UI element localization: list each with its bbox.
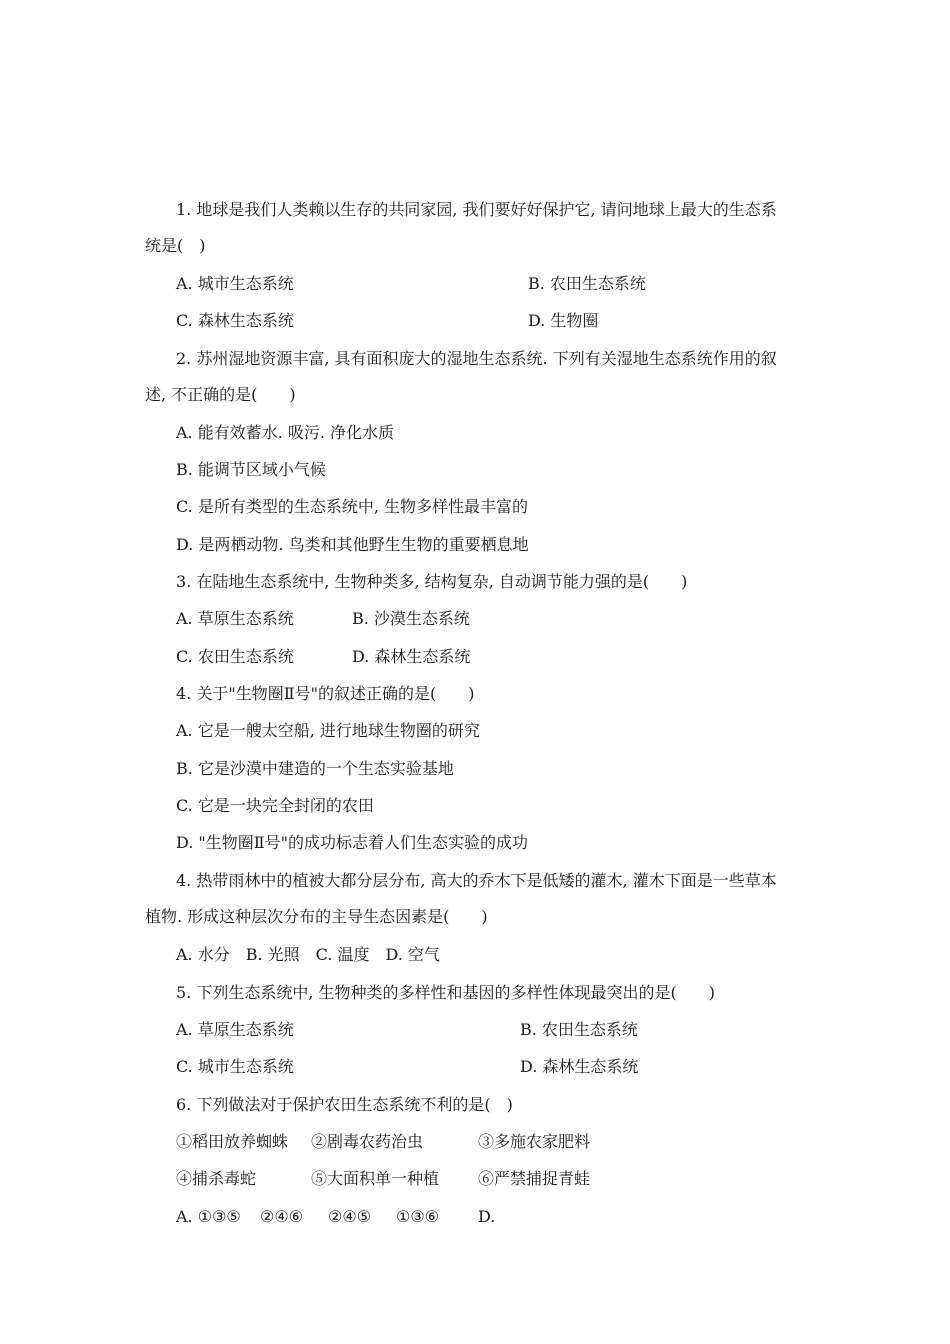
q4a-stem: 4. 关于"生物圈Ⅱ号"的叙述正确的是( ) [176, 684, 475, 703]
q2-stem-line2: 述, 不正确的是( ) [145, 385, 296, 404]
q1-option-d: D. 生物圈 [528, 311, 599, 330]
q6-item-2: ②剧毒农药治虫 [311, 1132, 424, 1151]
q6-option-a: A. ①③⑤ [176, 1207, 241, 1226]
q5-option-c: C. 城市生态系统 [176, 1057, 294, 1076]
q6-item-4: ④捕杀毒蛇 [176, 1169, 257, 1188]
q6-item-6: ⑥严禁捕捉青蛙 [478, 1169, 591, 1188]
q4a-option-d: D. "生物圈Ⅱ号"的成功标志着人们生态实验的成功 [176, 833, 529, 852]
q5-option-a: A. 草原生态系统 [176, 1020, 294, 1039]
q4a-option-c: C. 它是一块完全封闭的农田 [176, 796, 374, 815]
q1-option-a: A. 城市生态系统 [176, 274, 294, 293]
q6-item-1: ①稻田放养蜘蛛 [176, 1132, 289, 1151]
q2-stem-line1: 2. 苏州湿地资源丰富, 具有面积庞大的湿地生态系统. 下列有关湿地生态系统作用的叙 [176, 349, 777, 368]
q2-option-b: B. 能调节区域小气候 [176, 460, 326, 479]
q6-option-c: ②④⑤ [328, 1207, 372, 1226]
q3-stem: 3. 在陆地生态系统中, 生物种类多, 结构复杂, 自动调节能力强的是( ) [176, 572, 688, 591]
q1-stem-line2: 统是( ) [145, 236, 206, 255]
q1-stem-line1: 1. 地球是我们人类赖以生存的共同家园, 我们要好好保护它, 请问地球上最大的生态系 [176, 200, 777, 219]
q4b-stem-line1: 4. 热带雨林中的植被大都分层分布, 高大的乔木下是低矮的灌木, 灌木下面是一些草本 [176, 871, 777, 890]
q3-option-a: A. 草原生态系统 [176, 609, 294, 628]
q6-item-5: ⑤大面积单一种植 [311, 1169, 440, 1188]
q5-option-b: B. 农田生态系统 [520, 1020, 638, 1039]
q6-option-b: ②④⑥ [260, 1207, 304, 1226]
q1-option-b: B. 农田生态系统 [528, 274, 646, 293]
q2-option-c: C. 是所有类型的生态系统中, 生物多样性最丰富的 [176, 497, 529, 516]
q3-option-c: C. 农田生态系统 [176, 647, 294, 666]
q5-stem: 5. 下列生态系统中, 生物种类的多样性和基因的多样性体现最突出的是( ) [176, 983, 716, 1002]
q2-option-a: A. 能有效蓄水. 吸污. 净化水质 [176, 423, 395, 442]
q6-stem: 6. 下列做法对于保护农田生态系统不利的是( ) [176, 1095, 513, 1114]
q6-option-d-label: D. [478, 1207, 496, 1226]
q4b-stem-line2: 植物. 形成这种层次分布的主导生态因素是( ) [145, 907, 488, 926]
q3-option-d: D. 森林生态系统 [352, 647, 471, 666]
q4a-option-a: A. 它是一艘太空船, 进行地球生物圈的研究 [176, 721, 480, 740]
q1-option-c: C. 森林生态系统 [176, 311, 294, 330]
q6-item-3: ③多施农家肥料 [478, 1132, 591, 1151]
q6-option-d: ①③⑥ [396, 1207, 440, 1226]
q3-option-b: B. 沙漠生态系统 [352, 609, 470, 628]
q4a-option-b: B. 它是沙漠中建造的一个生态实验基地 [176, 759, 454, 778]
q5-option-d: D. 森林生态系统 [520, 1057, 639, 1076]
q4b-options: A. 水分 B. 光照 C. 温度 D. 空气 [176, 945, 440, 964]
q2-option-d: D. 是两栖动物. 鸟类和其他野生生物的重要栖息地 [176, 535, 529, 554]
